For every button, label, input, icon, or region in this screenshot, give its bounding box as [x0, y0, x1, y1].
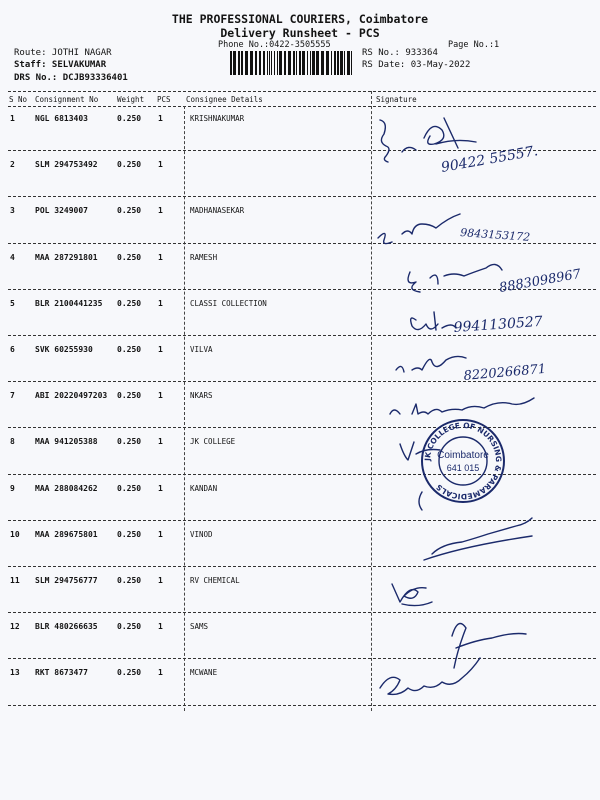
- row-pcs: 1: [158, 114, 163, 123]
- barcode-bar: [347, 51, 350, 75]
- row-weight: 0.250: [117, 391, 142, 401]
- signatures-area: [372, 108, 596, 708]
- row-1-phone: 90422 55557.: [439, 143, 540, 176]
- row-weight: 0.250: [117, 160, 142, 170]
- col-consignment: Consignment No: [35, 95, 99, 104]
- staff-label: Staff: SELVAKUMAR: [14, 60, 107, 70]
- row-sno: 6: [10, 345, 15, 354]
- row-consignment-no: SVK 60255930: [35, 345, 93, 354]
- phone-number: Phone No.:0422-3505555: [218, 40, 331, 50]
- row-consignment-no: BLR 480266635: [35, 622, 98, 632]
- barcode-bar: [296, 51, 297, 75]
- row-consignment-no: SLM 294753492: [35, 160, 98, 170]
- table-header-border: [8, 106, 596, 107]
- barcode-bar: [233, 51, 236, 75]
- barcode-bar: [337, 51, 339, 75]
- stamp-ring-text: JK COLLEGE OF NURSING & PARAMEDICALS: [422, 420, 504, 502]
- barcode-bar: [263, 51, 265, 75]
- college-stamp: [420, 418, 506, 504]
- page-number: Page No.:1: [448, 40, 500, 50]
- barcode-bar: [326, 51, 329, 75]
- row-weight: 0.250: [117, 437, 142, 447]
- row-6-phone: 8220266871: [463, 361, 547, 384]
- barcode-bar: [288, 51, 291, 75]
- row-sno: 12: [10, 622, 20, 632]
- row-consignment-no: MAA 941205388: [35, 437, 98, 447]
- sheet-title: Delivery Runsheet - PCS: [220, 26, 380, 40]
- row-4-phone: 8883098967: [498, 266, 583, 296]
- barcode-bar: [259, 51, 261, 75]
- route-label: Route: JOTHI NAGAR: [14, 48, 112, 58]
- row-consignee: KRISHNAKUMAR: [190, 114, 245, 123]
- row-pcs: 1: [158, 576, 163, 585]
- barcode-bar: [277, 51, 278, 75]
- row-pcs: 1: [158, 206, 163, 216]
- row-consignee: MADHANASEKAR: [190, 206, 245, 216]
- row-weight: 0.250: [117, 668, 142, 678]
- row-weight: 0.250: [117, 576, 142, 585]
- barcode-bar: [255, 51, 257, 75]
- barcode-bar: [321, 51, 324, 75]
- row-consignment-no: MAA 287291801: [35, 252, 98, 262]
- row-pcs: 1: [158, 160, 163, 170]
- drs-number: DRS No.: DCJB93336401: [14, 73, 128, 83]
- stamp-city: Coimbatore: [437, 450, 489, 461]
- barcode-bar: [267, 51, 268, 75]
- company-title: THE PROFESSIONAL COURIERS, Coimbatore: [171, 12, 429, 26]
- row-sno: 7: [10, 391, 15, 401]
- row-weight: 0.250: [117, 483, 142, 493]
- row-sno: 2: [10, 160, 15, 170]
- barcode-bar: [245, 51, 248, 75]
- barcode-bar: [344, 51, 345, 75]
- barcode-bar: [351, 51, 352, 75]
- row-consignee: SAMS: [190, 622, 209, 632]
- barcode-bar: [250, 51, 253, 75]
- row-consignee: KANDAN: [190, 483, 218, 493]
- row-pcs: 1: [158, 622, 163, 632]
- barcode-bar: [331, 51, 332, 75]
- row-consignment-no: MAA 289675801: [35, 529, 98, 539]
- row-pcs: 1: [158, 298, 163, 308]
- row-sno: 8: [10, 437, 15, 447]
- row-sno: 11: [10, 576, 20, 585]
- row-consignment-no: ABI 20220497203: [35, 391, 108, 401]
- barcode-bar: [307, 51, 308, 75]
- row-weight: 0.250: [117, 114, 142, 123]
- rs-date: RS Date: 03-May-2022: [362, 60, 471, 70]
- row-consignee: VINOD: [190, 529, 213, 539]
- row-weight: 0.250: [117, 206, 142, 216]
- row-weight: 0.250: [117, 622, 142, 632]
- stamp-code: 641 015: [446, 463, 480, 473]
- barcode-bar: [241, 51, 243, 75]
- row-consignment-no: NGL 6813403: [35, 114, 88, 123]
- row-5-phone: 9941130527: [453, 313, 544, 336]
- row-pcs: 1: [158, 345, 163, 354]
- stamp-ring: [420, 418, 506, 504]
- col-consignee: Consignee Details: [186, 95, 263, 104]
- row-pcs: 1: [158, 252, 163, 262]
- col-signature: Signature: [376, 95, 417, 104]
- barcode-bar: [271, 51, 272, 75]
- col-sno: S No: [9, 95, 28, 104]
- row-consignee: JK COLLEGE: [190, 437, 236, 447]
- row-sno: 9: [10, 483, 15, 493]
- row-sno: 5: [10, 298, 15, 308]
- barcode-bar: [238, 51, 240, 75]
- barcode-bar: [274, 51, 275, 75]
- row-sno: 3: [10, 206, 15, 216]
- row-consignee: RV CHEMICAL: [190, 576, 240, 585]
- col-pcs: PCS: [157, 95, 171, 104]
- row-consignment-no: RKT 8673477: [35, 668, 88, 678]
- row-consignment-no: SLM 294756777: [35, 576, 98, 585]
- col-weight: Weight: [117, 95, 145, 104]
- row-sno: 4: [10, 252, 15, 262]
- barcode-bar: [230, 51, 232, 75]
- barcode-bar: [299, 51, 301, 75]
- row-weight: 0.250: [117, 252, 142, 262]
- barcode-bar: [340, 51, 343, 75]
- barcode-bar: [284, 51, 286, 75]
- barcode-bar: [302, 51, 305, 75]
- row-weight: 0.250: [117, 529, 142, 539]
- row-3-phone: 9843153172: [459, 226, 531, 244]
- row-weight: 0.250: [117, 298, 142, 308]
- row-pcs: 1: [158, 483, 163, 493]
- row-pcs: 1: [158, 668, 163, 678]
- row-weight: 0.250: [117, 345, 142, 354]
- row-consignee: NKARS: [190, 391, 213, 401]
- barcode-bar: [334, 51, 336, 75]
- row-consignee: RAMESH: [190, 252, 218, 262]
- row-consignment-no: BLR 2100441235: [35, 298, 103, 308]
- row-sno: 13: [10, 668, 20, 678]
- barcode-bar: [310, 51, 311, 75]
- barcode-bar: [316, 51, 319, 75]
- barcode-bar: [312, 51, 315, 75]
- row-sno: 1: [10, 114, 15, 123]
- row-sno: 10: [10, 529, 20, 539]
- rs-number: RS No.: 933364: [362, 48, 438, 58]
- barcode: [230, 51, 356, 75]
- row-pcs: 1: [158, 529, 163, 539]
- row-consignee: MCWANE: [190, 668, 218, 678]
- row-pcs: 1: [158, 391, 163, 401]
- table-top-border: [8, 91, 596, 92]
- row-consignee: CLASSI COLLECTION: [190, 298, 267, 308]
- row-consignment-no: MAA 288084262: [35, 483, 98, 493]
- barcode-bar: [293, 51, 295, 75]
- barcode-bar: [279, 51, 282, 75]
- row-consignee: VILVA: [190, 345, 213, 354]
- row-pcs: 1: [158, 437, 163, 447]
- barcode-bar: [269, 51, 270, 75]
- row-consignment-no: POL 3249007: [35, 206, 88, 216]
